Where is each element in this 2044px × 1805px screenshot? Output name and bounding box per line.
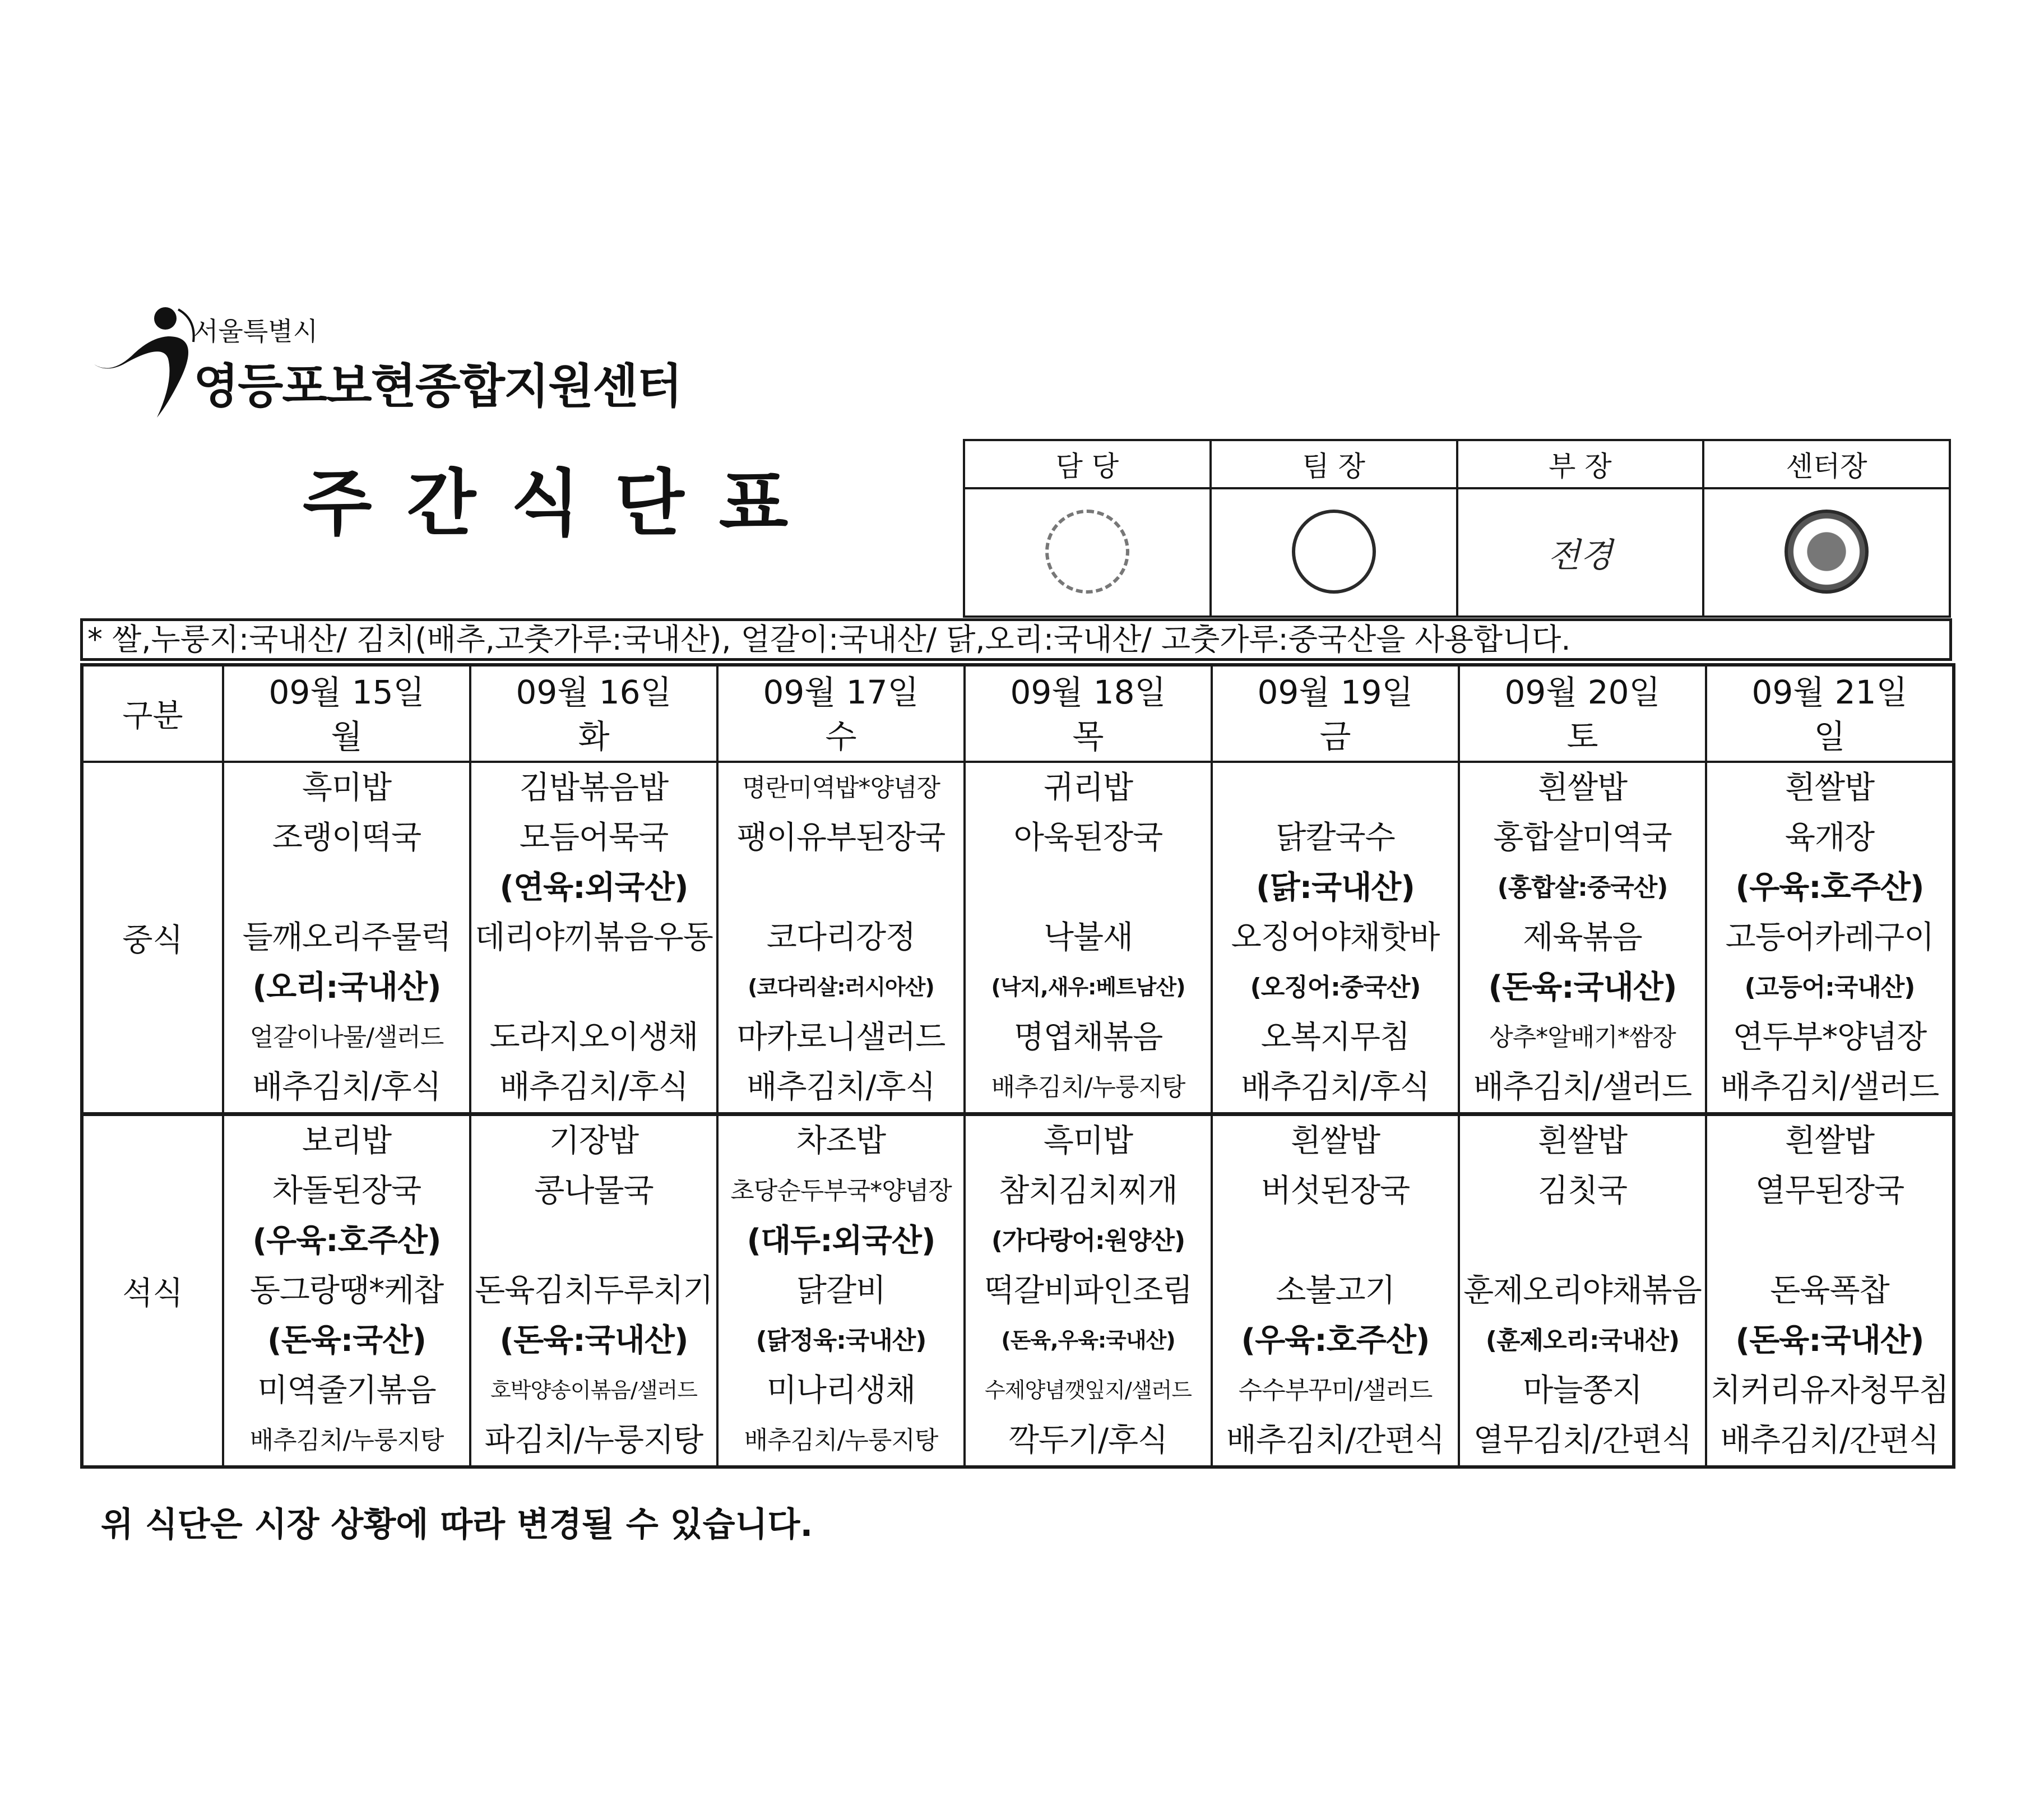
menu-item: 떡갈비파인조림 [984,1272,1193,1309]
menu-item: (닭정육:국내산) [756,1326,926,1355]
menu-item: 낙불새 [1043,919,1133,956]
approval-sign-cell [1211,488,1457,617]
menu-item: 도라지오이생채 [489,1019,698,1056]
approval-sign-cell [1457,488,1704,617]
menu-item [966,863,1211,913]
menu-item: 고등어카레구이 [1725,919,1934,956]
logo-arc [178,309,194,342]
menu-item: 닭갈비 [796,1272,886,1309]
approval-header: 센터장 [1703,440,1950,488]
menu-item: (돈육:국산) [267,1322,426,1359]
menu-item: 배추김치/누룽지탕 [991,1073,1185,1101]
menu-item: 흰쌀밥 [1785,1123,1875,1159]
menu-item: 닭칼국수 [1276,820,1395,856]
menu-item: 배추김치/간편식 [1720,1422,1939,1459]
approval-header: 부 장 [1457,440,1704,488]
day-header [470,665,717,762]
day-date: 09월 20일 [1504,673,1661,711]
dinner-row [82,1114,1954,1468]
menu-item: 김칫국 [1537,1173,1628,1209]
menu-item: (가다랑어:원양산) [991,1227,1185,1255]
dinner-cell [1459,1114,1706,1468]
menu-item: (돈육:국내산) [1735,1322,1924,1359]
menu-item: (훈제오리:국내산) [1485,1326,1680,1355]
menu-item: (돈육:국내산) [499,1322,688,1359]
approval-sign-row [964,488,1950,617]
approval-header: 팀 장 [1211,440,1457,488]
dinner-cell [965,1114,1212,1468]
menu-item: 흰쌀밥 [1290,1123,1380,1159]
menu-item: 모듬어묵국 [519,820,669,856]
day-of-week: 목 [1072,718,1104,756]
menu-item: 콩나물국 [534,1173,653,1209]
dinner-cell [223,1114,470,1468]
day-header [965,665,1212,762]
menu-item: 배추김치/간편식 [1226,1422,1445,1459]
menu-item: 배추김치/누룽지탕 [249,1426,444,1455]
menu-item: 소불고기 [1276,1272,1395,1309]
menu-item: 명란미역밥*양념장 [741,774,940,802]
menu-item: (오리:국내산) [252,969,441,1006]
stamp-seal [1785,510,1869,594]
day-of-week: 화 [578,718,610,756]
day-date: 09월 16일 [516,673,672,711]
menu-item: (우육:호주산) [252,1223,441,1259]
day-date: 09월 19일 [1257,673,1413,711]
menu-item: 깍두기/후식 [1008,1422,1168,1459]
menu-item: 보리밥 [302,1123,392,1159]
menu-item: 흰쌀밥 [1537,770,1628,806]
menu-item: (우육:호주산) [1735,869,1924,906]
menu-item: 치커리유자청무침 [1711,1372,1949,1409]
menu-item: 배추김치/샐러드 [1473,1069,1692,1105]
menu-item: (연육:외국산) [499,869,688,906]
lunch-cell [1212,762,1459,1114]
meal-label: 석식 [82,1114,223,1468]
menu-item: 배추김치/샐러드 [1720,1069,1939,1105]
menu-item [1460,1216,1705,1266]
dinner-cell [470,1114,717,1468]
menu-item: 미역줄기볶음 [257,1372,436,1409]
lunch-cell [717,762,965,1114]
day-of-week: 금 [1319,718,1351,756]
day-of-week: 수 [825,718,857,756]
weekly-menu-table [80,663,1955,1469]
menu-item: 기장밥 [549,1123,639,1159]
lunch-cell [1706,762,1954,1114]
signature: 전경 [1547,535,1613,575]
menu-item: (돈육,우육:국내산) [1001,1328,1175,1353]
org-city: 서울특별시 [193,316,318,346]
menu-item: 호박양송이볶음/샐러드 [490,1378,697,1403]
day-date: 09월 21일 [1751,673,1908,711]
menu-item [719,863,963,913]
approval-sign-cell [964,488,1211,617]
menu-item [1707,1216,1952,1266]
menu-item [1213,1216,1458,1266]
day-header [1459,665,1706,762]
menu-item: 코다리강정 [766,919,916,956]
menu-item: 흑미밥 [1043,1123,1133,1159]
menu-item: (오징어:중국산) [1250,973,1421,1002]
menu-item: 팽이유부된장국 [736,820,945,856]
dinner-cell [1212,1114,1459,1468]
menu-item: (돈육:국내산) [1488,969,1677,1006]
menu-item: 훈제오리야채볶음 [1463,1272,1702,1309]
dinner-cell [1706,1114,1954,1468]
origin-notice: * 쌀,누룽지:국내산/ 김치(배추,고춧가루:국내산), 얼갈이:국내산/ 닭,오리:국내산/ 고춧가루:중국산을 사용합니다. [80,618,1952,661]
lunch-cell [470,762,717,1114]
menu-item: 얼갈이나물/샐러드 [249,1023,444,1052]
menu-item: 배추김치/후식 [747,1069,935,1105]
day-header [1212,665,1459,762]
menu-item [224,863,469,913]
menu-item: 수제양념깻잎지/샐러드 [985,1378,1192,1403]
header-label: 구분 [82,665,223,762]
approval-header: 담 당 [964,440,1211,488]
menu-item: 열무된장국 [1755,1173,1904,1209]
menu-item: 돈육폭찹 [1770,1272,1889,1309]
menu-item: 미나리생채 [766,1372,916,1409]
stamp-seal [1045,510,1129,594]
menu-item: (낙지,새우:베트남산) [991,975,1185,999]
logo-figure [94,336,188,418]
menu-item: 홍합살미역국 [1493,820,1672,856]
meal-label: 중식 [82,762,223,1114]
menu-item: 흰쌀밥 [1785,770,1875,806]
menu-item: 동그랑땡*케찹 [249,1272,444,1309]
menu-item: 귀리밥 [1043,770,1133,806]
menu-item: 수수부꾸미/샐러드 [1238,1376,1433,1405]
lunch-cell [1459,762,1706,1114]
menu-item: 상추*알배기*쌈장 [1489,1023,1676,1052]
menu-item: 배추김치/누룽지탕 [744,1426,938,1455]
menu-item: 데리야끼볶음우동 [475,919,713,956]
menu-item: 참치김치찌개 [999,1173,1178,1209]
menu-item: 오징어야채핫바 [1231,919,1440,956]
day-header [717,665,965,762]
menu-item: 오복지무침 [1260,1019,1410,1056]
page-title: 주간식단표 [303,462,823,545]
menu-item: 들깨오리주물럭 [242,919,451,956]
approval-header-row [964,440,1950,488]
menu-item: (닭:국내산) [1256,869,1415,906]
menu-item: 버섯된장국 [1260,1173,1410,1209]
menu-item: 차돌된장국 [272,1173,421,1209]
menu-item: (홍합살:중국산) [1497,873,1668,902]
menu-item: 흰쌀밥 [1537,1123,1628,1159]
approval-box [963,439,1951,618]
day-of-week: 일 [1814,718,1846,756]
menu-item: 초당순두부국*양념장 [730,1177,952,1205]
menu-item: 차조밥 [796,1123,886,1159]
menu-item: 조랭이떡국 [272,820,421,856]
menu-item: 김밥볶음밥 [519,770,669,806]
menu-item [471,1216,716,1266]
day-of-week: 월 [331,718,363,756]
org-name: 영등포보현종합지원센터 [193,359,682,414]
menu-item: 열무김치/간편식 [1473,1422,1692,1459]
lunch-row [82,762,1954,1114]
menu-item: 연두부*양념장 [1732,1019,1927,1056]
lunch-cell [223,762,470,1114]
menu-item [1213,763,1458,813]
day-date: 09월 17일 [763,673,919,711]
menu-item: 명엽채볶음 [1013,1019,1163,1056]
stamp-seal [1292,510,1376,594]
logo-dot [154,307,177,330]
menu-item: (대두:외국산) [747,1223,935,1259]
dinner-cell [717,1114,965,1468]
approval-sign-cell [1703,488,1950,617]
menu-item: 마카로니샐러드 [736,1019,945,1056]
menu-item [471,962,716,1012]
menu-item: 마늘쫑지 [1523,1372,1642,1409]
menu-item: 육개장 [1785,820,1875,856]
menu-item: 배추김치/후식 [1241,1069,1430,1105]
menu-item: 아욱된장국 [1013,820,1163,856]
date-header-row [82,665,1954,762]
day-date: 09월 15일 [268,673,425,711]
menu-item: 파김치/누룽지탕 [484,1422,703,1459]
menu-item: 흑미밥 [302,770,392,806]
menu-item: 배추김치/후식 [252,1069,441,1105]
menu-item: (코다리살:러시아산) [748,975,934,999]
footer-note: 위 식단은 시장 상황에 따라 변경될 수 있습니다. [101,1505,813,1544]
lunch-cell [965,762,1212,1114]
menu-item: (우육:호주산) [1241,1322,1430,1359]
menu-item: 배추김치/후식 [499,1069,688,1105]
menu-item: 돈육김치두루치기 [475,1272,713,1309]
day-date: 09월 18일 [1010,673,1166,711]
day-of-week: 토 [1566,718,1598,756]
day-header [1706,665,1954,762]
menu-item: (고등어:국내산) [1744,973,1915,1002]
day-header [223,665,470,762]
menu-item: 제육볶음 [1523,919,1642,956]
